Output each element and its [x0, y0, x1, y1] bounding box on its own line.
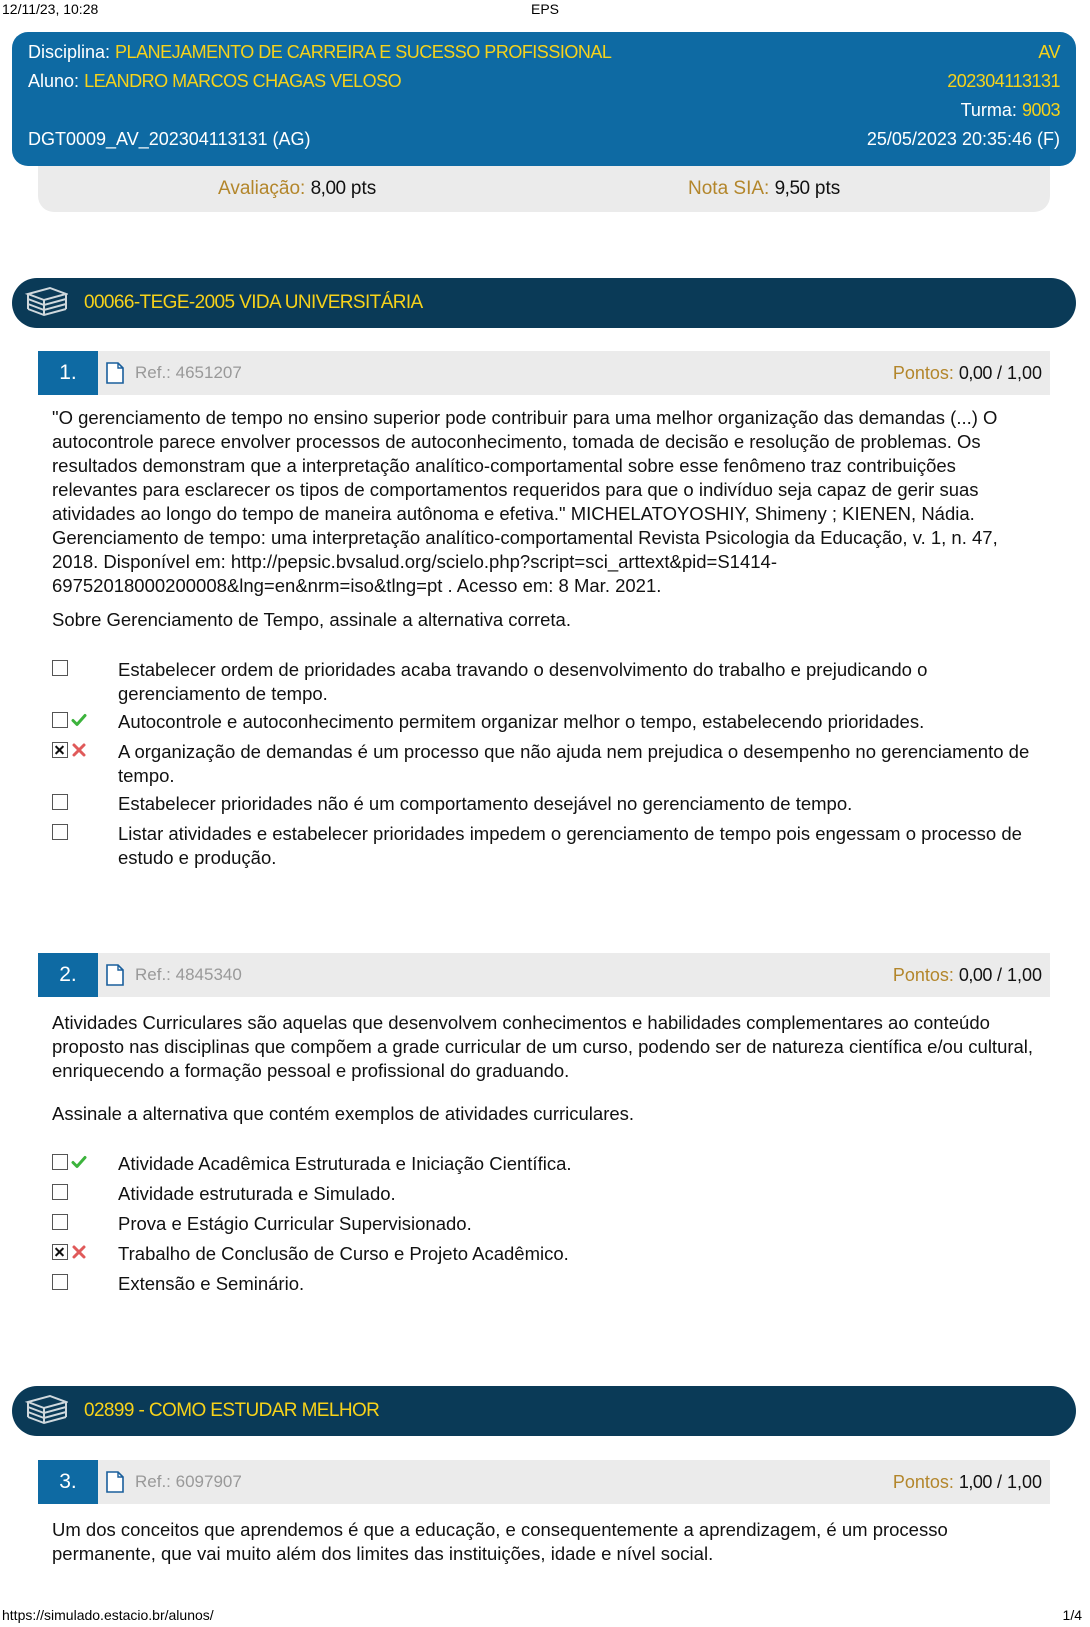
question-number: 2.	[38, 953, 98, 997]
question-ref: Ref.: 6097907	[135, 1472, 242, 1491]
answer-option[interactable]	[52, 710, 1042, 734]
option-text: A organização de demandas é um processo que não ajuda nem prejudica o desempenho no gerenciamento de tempo.	[118, 741, 1030, 786]
section-bar	[12, 1386, 1076, 1436]
document-icon	[106, 1471, 124, 1493]
option-text: Extensão e Seminário.	[118, 1273, 305, 1294]
avaliacao-score	[218, 178, 376, 200]
answer-option[interactable]	[52, 658, 1042, 706]
matricula-value: 202304113131	[947, 71, 1060, 91]
option-text: Estabelecer prioridades não é um comportamento desejável no gerenciamento de tempo.	[118, 793, 853, 814]
score-summary	[38, 166, 1050, 212]
question-ref: Ref.: 4845340	[135, 965, 242, 984]
question-header	[38, 1460, 1050, 1504]
print-footer	[0, 1605, 1090, 1627]
points-label: Pontos:	[892, 1472, 954, 1492]
exam-code: DGT0009_AV_202304113131 (AG)	[28, 129, 311, 149]
points-value: 1,00	[958, 1472, 992, 1492]
answer-option[interactable]	[52, 792, 1042, 816]
check-icon	[71, 1154, 87, 1170]
answer-option[interactable]	[52, 1182, 1042, 1206]
books-icon	[24, 285, 68, 321]
question-points	[893, 363, 1042, 384]
option-text: Atividade Acadêmica Estruturada e Iniciação Científica.	[118, 1153, 572, 1174]
answer-option[interactable]	[52, 1272, 1042, 1296]
answer-option[interactable]	[52, 822, 1042, 870]
turma-value: 9003	[1021, 100, 1060, 120]
question-text: Atividades Curriculares são aquelas que desenvolvem conhecimentos e habilidades complementares ao conteúdo proposto nas disciplinas que compõem a grade curricular de um curso, podendo ser de natureza científica e/ou cultural, enriquecendo a formação pessoal e profissional do graduando.	[52, 1012, 1034, 1081]
option-text: Estabelecer ordem de prioridades acaba travando o desenvolvimento do trabalho e prejudicando o gerenciamento de tempo.	[118, 659, 928, 704]
checkbox[interactable]	[52, 1154, 68, 1170]
question-number: 3.	[38, 1460, 98, 1504]
answer-option[interactable]	[52, 1212, 1042, 1236]
aluno-label: Aluno:	[28, 71, 80, 91]
answer-option[interactable]	[52, 1152, 1042, 1176]
checkbox[interactable]	[52, 824, 68, 840]
books-icon	[24, 1393, 68, 1429]
nota-sia-score	[688, 178, 840, 200]
print-datetime: 12/11/23, 10:28	[2, 1, 99, 17]
points-label: Pontos:	[892, 363, 954, 383]
section-bar	[12, 278, 1076, 328]
points-max: / 1,00	[996, 1472, 1042, 1492]
question-points	[893, 965, 1042, 986]
question-header	[38, 953, 1050, 997]
question-text: Um dos conceitos que aprendemos é que a educação, e consequentemente a aprendizagem, é um processo permanente, que vai muito além dos limites das instituições, idade e nível social.	[52, 1519, 948, 1564]
checkbox[interactable]	[52, 1184, 68, 1200]
checkbox[interactable]	[52, 712, 68, 728]
nota-label: Nota SIA:	[688, 178, 770, 199]
answer-option[interactable]	[52, 1242, 1042, 1266]
question-header	[38, 351, 1050, 395]
page-number: 1/4	[1062, 1607, 1082, 1623]
points-max: / 1,00	[996, 965, 1042, 985]
question-prompt: Sobre Gerenciamento de Tempo, assinale a alternativa correta.	[52, 609, 571, 630]
question-text: "O gerenciamento de tempo no ensino superior pode contribuir para uma melhor organização das demandas (...) O autocontrole parece envolver processos de autoconhecimento, tomada de decisão e resolução de problemas. Os resultados demonstram que a interpretação analítico-comportamental sobre esse fenômeno traz contribuições relevantes para esclarecer os tipos de comportamentos requeridos para que o indivíduo seja capaz de gerir suas atividades ao longo do tempo de maneira autônoma e efetiva." MICHELATOYOSHIY, Shimeny ; KIENEN, Nádia. Gerenciamento de tempo: uma interpretação analítico-comportamental Revista Psicologia da Educação, v. 1, n. 47, 2018. Disponível em: http://pepsic.bvsalud.org/scielo.php?script=sci_arttext&pid=S1414-69752018000200008&lng=en&nrm=iso&tlng=pt . Acesso em: 8 Mar. 2021.	[52, 407, 998, 596]
print-header	[0, 0, 1090, 18]
check-icon	[71, 712, 87, 728]
checkbox[interactable]	[52, 794, 68, 810]
print-url: https://simulado.estacio.br/alunos/	[2, 1607, 214, 1623]
checkbox[interactable]	[52, 660, 68, 676]
wrong-icon	[71, 742, 87, 758]
print-title: EPS	[530, 1, 559, 17]
turma	[961, 100, 1060, 121]
disciplina-row	[28, 42, 1060, 63]
question-ref: Ref.: 4651207	[135, 363, 242, 382]
points-value: 0,00	[958, 363, 992, 383]
option-text: Trabalho de Conclusão de Curso e Projeto Acadêmico.	[118, 1243, 569, 1264]
question-number: 1.	[38, 351, 98, 395]
document-icon	[106, 362, 124, 384]
points-label: Pontos:	[892, 965, 954, 985]
exam-header	[12, 32, 1076, 166]
checkbox-checked[interactable]	[52, 1244, 68, 1260]
option-text: Prova e Estágio Curricular Supervisionado.	[118, 1213, 472, 1234]
option-text: Autocontrole e autoconhecimento permitem organizar melhor o tempo, estabelecendo prioridades.	[118, 711, 925, 732]
avaliacao-value: 8,00	[310, 178, 346, 199]
checkbox[interactable]	[52, 1214, 68, 1230]
points-max: / 1,00	[996, 363, 1042, 383]
option-text: Atividade estruturada e Simulado.	[118, 1183, 396, 1204]
question-points	[893, 1472, 1042, 1493]
disciplina-label: Disciplina:	[28, 42, 111, 62]
answer-option[interactable]	[52, 740, 1042, 788]
checkbox[interactable]	[52, 1274, 68, 1290]
exam-datetime: 25/05/2023 20:35:46 (F)	[866, 129, 1060, 149]
nota-value: 9,50	[774, 178, 810, 199]
option-text: Listar atividades e estabelecer prioridades impedem o gerenciamento de tempo pois engessam o processo de estudo e produção.	[118, 823, 1022, 868]
points-value: 0,00	[958, 965, 992, 985]
avaliacao-label: Avaliação:	[218, 178, 306, 199]
disciplina-value: PLANEJAMENTO DE CARREIRA E SUCESSO PROFISSIONAL	[115, 42, 612, 62]
question-prompt: Assinale a alternativa que contém exemplos de atividades curriculares.	[52, 1103, 635, 1124]
aluno-value: LEANDRO MARCOS CHAGAS VELOSO	[84, 71, 402, 91]
section-title: 00066-TEGE-2005 VIDA UNIVERSITÁRIA	[84, 292, 423, 313]
avaliacao-unit: pts	[350, 178, 377, 199]
wrong-icon	[71, 1244, 87, 1260]
section-title: 02899 - COMO ESTUDAR MELHOR	[84, 1400, 380, 1421]
document-icon	[106, 964, 124, 986]
checkbox-checked[interactable]	[52, 742, 68, 758]
exam-type: AV	[1038, 42, 1060, 62]
turma-label: Turma:	[960, 100, 1017, 120]
aluno-row	[28, 71, 1060, 92]
nota-unit: pts	[814, 178, 841, 199]
codigo-row	[28, 129, 1060, 150]
